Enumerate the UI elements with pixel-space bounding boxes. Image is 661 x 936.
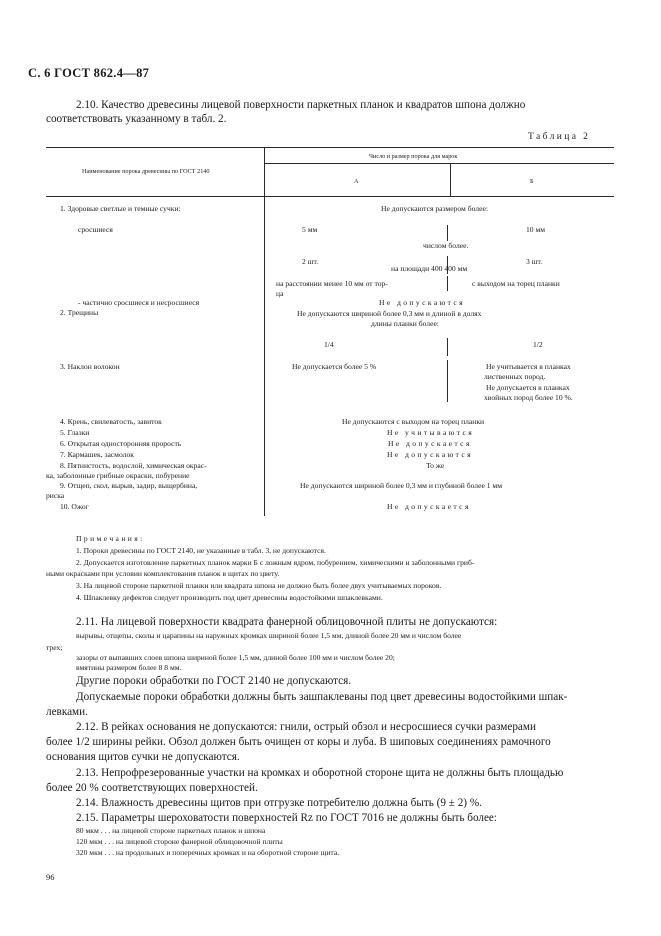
norm-12: Не учитываются bbox=[387, 428, 475, 437]
roughness-1: 80 мкм . . . на лицевой стороне паркетных планок и шпона bbox=[76, 826, 266, 835]
norm-15: То же bbox=[426, 461, 445, 470]
norm-8: Не допускаются шириной более 0,3 мм и длиной в долях bbox=[297, 309, 482, 318]
defect-1: 1. Здоровые светлые и темные сучки: bbox=[60, 204, 181, 213]
paragraph-2-10-line2: соответствовать указанному в табл. 2. bbox=[46, 113, 227, 125]
defect-1-grown: сросшиеся bbox=[78, 225, 113, 234]
body-line-3: левками. bbox=[46, 706, 88, 718]
norm-5: на площади 400 400 мм bbox=[391, 264, 468, 273]
table-head-grade-a: А bbox=[354, 178, 359, 185]
table-divider-r9 bbox=[447, 338, 448, 356]
norm-10-b-3: Не допускается в планках bbox=[486, 383, 570, 392]
page-header: С. 6 ГОСТ 862.4—87 bbox=[28, 66, 150, 80]
defect-3: 3. Наклон волокон bbox=[60, 362, 120, 371]
norm-16: Не допускаются шириной более 0,3 мм и глубиной более 1 мм bbox=[300, 481, 503, 490]
table-head-grade-b: Б bbox=[530, 178, 534, 185]
body-line-4: 2.12. В рейках основания не допускаются: гнили, острый обзол и несросшиеся сучки размерами bbox=[76, 721, 536, 733]
norm-10-b-1: Не учитывается в планках bbox=[486, 362, 571, 371]
note-4: 4. Шпаклевку дефектов следует производить под цвет древесины водостойкими шпаклевками. bbox=[76, 593, 383, 602]
defect-5: 5. Глазки bbox=[60, 428, 90, 437]
paragraph-2-11: 2.11. На лицевой поверхности квадрата фанерной облицовочной плиты не допускаются: bbox=[76, 616, 498, 628]
norm-3: числом более. bbox=[423, 241, 469, 250]
table-top-rule bbox=[46, 147, 614, 148]
defect-4: 4. Крень, свилеватость, завиток bbox=[60, 417, 162, 426]
norm-13: Не допускается bbox=[388, 439, 472, 448]
norm-10-a: Не допускается более 5 % bbox=[292, 362, 377, 371]
table-subcolumn-divider bbox=[450, 163, 451, 196]
table-head-col1: Наименование порока древесины по ГОСТ 2140 bbox=[82, 168, 210, 175]
norm-17: Не допускается bbox=[387, 502, 471, 511]
note-3: 3. На лицевой стороне паркетной планки или квадрата шпона не должно быть более двух учитываемых пороков. bbox=[76, 581, 442, 590]
item-2-11-2: зазоры от выпавших слоев шпона шириной более 1,5 мм, длиной более 100 мм и числом более 20; bbox=[76, 653, 395, 662]
paragraph-2-10-line1: 2.10. Качество древесины лицевой поверхности паркетных планок и квадратов шпона должно bbox=[76, 99, 526, 111]
norm-8-cont: длины планки более: bbox=[371, 319, 439, 328]
table-divider-r6 bbox=[447, 276, 448, 291]
norm-11: Не допускаются с выходом на торец планки bbox=[342, 417, 485, 426]
body-line-10: 2.15. Параметры шероховатости поверхностей Rz по ГОСТ 7016 не должны быть более: bbox=[76, 812, 498, 824]
body-line-6: основания щитов сучки не допускаются. bbox=[46, 751, 240, 763]
body-line-9: 2.14. Влажность древесины щитов при отгрузке потребителю должна быть (9 ± 2) %. bbox=[76, 797, 482, 809]
norm-7: Не допускаются bbox=[379, 298, 466, 307]
defect-10: 10. Ожог bbox=[60, 502, 89, 511]
item-2-11-1: вырывы, отщепы, сколы и царапины на наружных кромках шириной более 1,5 мм, длиной более 20 мм и числом более bbox=[76, 631, 462, 640]
defect-9-cont: риска bbox=[46, 491, 65, 500]
roughness-3: 320 мкм . . . на продольных и поперечных кромках и на оборотной стороне щита. bbox=[76, 848, 340, 857]
table-head-bottom-rule bbox=[46, 196, 614, 197]
norm-4-b: 3 шт. bbox=[526, 257, 543, 266]
body-line-1: Другие пороки обработки по ГОСТ 2140 не допускаются. bbox=[76, 675, 352, 687]
table-subhead-rule bbox=[264, 163, 614, 164]
item-2-11-3: вмятины размером более 8 8 мм. bbox=[76, 663, 182, 672]
norm-6-a: на расстоянии менее 10 мм от тор- bbox=[276, 279, 388, 288]
item-2-11-1-cont: трех; bbox=[46, 643, 63, 652]
defect-9: 9. Отщеп, скол, вырыв, задир, выщербина, bbox=[60, 481, 198, 490]
defect-6: 6. Открытая односторонняя прорость bbox=[60, 439, 182, 448]
notes-title: Примечания: bbox=[76, 534, 145, 543]
norm-10-b-4: хвойных пород более 10 %. bbox=[484, 393, 573, 402]
body-line-5: более 1/2 ширины рейки. Обзол должен быть очищен от коры и луба. В шиповых соединениях рамочного bbox=[46, 736, 551, 748]
table-divider-r2 bbox=[447, 225, 448, 241]
norm-2-b: 10 мм bbox=[526, 225, 546, 234]
defect-8-cont: ка, заболонные грибные окраски, побурение bbox=[46, 471, 190, 480]
norm-6-a-cont: ца bbox=[276, 289, 284, 298]
table-caption: Таблица 2 bbox=[528, 132, 591, 142]
norm-14: Не допускаются bbox=[387, 450, 474, 459]
norm-9-b: 1/2 bbox=[533, 340, 543, 349]
table-divider-r10 bbox=[447, 360, 448, 402]
note-2-cont: ными окрасками при условии комплектования планок в щитах по цвету. bbox=[46, 569, 280, 578]
norm-1: Не допускаются размером более: bbox=[381, 204, 488, 213]
defect-1-partial: - частично сросшиеся и несросшиеся bbox=[78, 298, 200, 307]
table-column-divider bbox=[264, 147, 265, 516]
defect-8: 8. Пятнистость, водослой, химическая окрас- bbox=[60, 461, 207, 470]
table-head-col2: Число и размер порока для марок bbox=[369, 153, 458, 160]
norm-10-b-2: лиственных пород. bbox=[484, 372, 546, 381]
body-line-2: Допускаемые пороки обработки должны быть зашпаклеваны под цвет древесины водостойкими шпак- bbox=[76, 691, 568, 703]
defect-2: 2. Трещины bbox=[60, 308, 99, 317]
note-1: 1. Пороки древесины по ГОСТ 2140, не указанные в табл. 3, не допускаются. bbox=[76, 546, 326, 555]
defect-7: 7. Кармашек, засмолок bbox=[60, 450, 134, 459]
norm-2-a: 5 мм bbox=[302, 225, 318, 234]
body-line-7: 2.13. Непрофрезерованные участки на кромках и оборотной стороне щита не должны быть площадью bbox=[76, 767, 564, 779]
page-number: 96 bbox=[46, 872, 55, 882]
body-line-8: более 20 % соответствующих поверхностей. bbox=[46, 782, 258, 794]
roughness-2: 120 мкм . . . на лицевой стороне фанерной облицовочной плиты bbox=[76, 837, 283, 846]
norm-6-b: с выходом на торец планки bbox=[472, 279, 560, 288]
norm-4-a: 2 шт. bbox=[302, 257, 319, 266]
norm-9-a: 1/4 bbox=[324, 340, 334, 349]
note-2: 2. Допускается изготовление паркетных планок марки Б с ложным ядром, побурением, химическими и заболонными гриб- bbox=[76, 558, 475, 567]
